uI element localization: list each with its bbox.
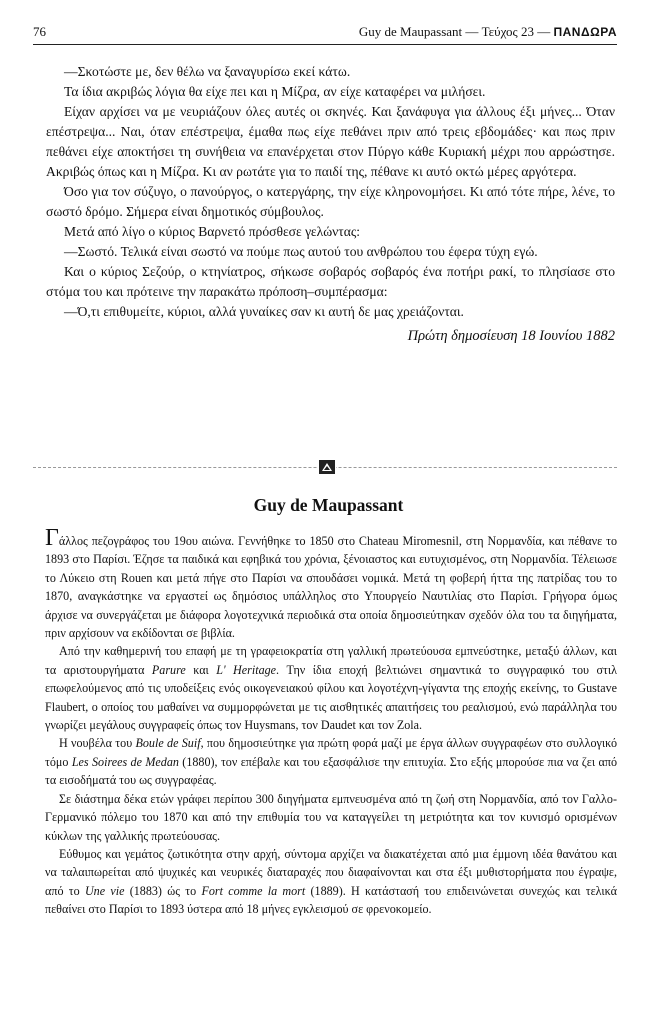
bio-paragraph: Σε διάστημα δέκα ετών γράφει περίπου 300 διηγήματα εμπνευσμένα από τη ζωή στη Νορμανδία, από τον Γαλλο-Γερμανικό πόλεμο του 1870 και από την επιθυμία του να καταγγείλει τη μετριότητα και τον κυνισμό ορισμένων κύκλων της γαλλικής πρωτεύουσας. [45, 791, 617, 843]
story-paragraph: Μετά από λίγο ο κύριος Βαρνετό πρόσθεσε γελώντας: [64, 224, 361, 239]
drop-cap: Γ [45, 525, 59, 551]
story-paragraph: Τα ίδια ακριβώς λόγια θα είχε πει και η Μίζρα, αν είχε καταφέρει να μιλήσει. [64, 84, 486, 99]
page-number: 76 [33, 24, 46, 39]
work-title: L' Heritage [216, 662, 277, 677]
book-ornament-icon [318, 459, 336, 475]
story-paragraph: Όσο για τον σύζυγο, ο πανούργος, ο κατεργάρης, την είχε κληρονομήσει. Κι από τότε πήρε, λένε, το σωστό δρόμο. Σήμερα είναι δημοτικός σύμβουλος. [46, 184, 615, 219]
magazine-brand: ΠΑΝΔΩΡΑ [553, 25, 617, 39]
work-title: Parure [151, 662, 186, 677]
author-biography [45, 525, 618, 919]
running-title-text: Guy de Maupassant — Τεύχος 23 — [358, 24, 551, 39]
story-paragraph: Και ο κύριος Σεζούρ, ο κτηνίατρος, σήκωσε σοβαρός σοβαρός ένα ποτήρι ρακί, το πλησίασε στο στόμα του και πρότεινε την παρακάτω πρόποση–συμπέρασμα: [46, 264, 615, 299]
story-paragraph: Είχαν αρχίσει να με νευριάζουν όλες αυτές οι σκηνές. Και ξανάφυγα για άλλους έξι μήνες... Όταν επέστρεψα... Ναι, όταν επέστρεψα, έμαθα πως είχε πεθάνει πριν από τρεις εβδομάδες· και πως πριν πεθάνει είχε αποκτήσει τη συνήθεια να επανέρχεται στον Πύργο κάθε Κυριακή μέχρι που αρρώστησε. Ακριβώς όπως και η Μίζρα. Κι αν ρωτάτε για το παιδί της, πέθανε κι αυτό οκτώ μέρες αργότερα. [46, 104, 615, 179]
work-title: Une vie [84, 883, 125, 898]
bio-paragraph: Η νουβέλα του Boule de Suif, που δημοσιεύτηκε για πρώτη φορά μαζί με έργα άλλων συγγραφέων στο συλλογικό τόμο Les Soirees de Medan (1880), τον επέβαλε και του εξασφάλισε την επιτυχία. Στο εξής μπορούσε πια να ζει από τα εισοδήματά του ως συγγραφέας. [45, 736, 617, 788]
running-title [359, 24, 617, 40]
bio-paragraph: Από την καθημερινή του επαφή με τη γραφειοκρατία στη γαλλική πρωτεύουσα εμπνεύστηκε, μεταξύ άλλων, και τα αριστουργήματα Parure και L' Heritage. Την ίδια εποχή βελτιώνει σημαντικά το συγγραφικό του στιλ επωφελούμενος από τις υποδείξεις ενός οικογενειακού φίλου και λογοτέχνη-γίγαντα της εποχής εκείνης, το Gustave Flaubert, ο οποίος του μαθαίνει να συμμορφώνεται με τις αισθητικές απαιτήσεις του ρεαλισμού, ενώ παράλληλα του γνωρίζει μεγάλους συγγραφείς όπως τον Huysmans, τον Daudet και τον Zola. [45, 644, 618, 733]
page-header [33, 22, 617, 45]
bio-paragraph: Εύθυμος και γεμάτος ζωτικότητα στην αρχή, σύντομα αρχίζει να διακατέχεται από μια έμμονη ιδέα θανάτου και να ταλαιπωρείται από ψυχικές και νευρικές διαταραχές που διαφαίνονται και στα έξι μυθιστορήματα που έγραψε, από το Une vie (1883) ώς το Fort comme la mort (1889). Η κατάστασή του επιδεινώνεται συνεχώς και τελικά πεθαίνει στο Παρίσι το 1893 ύστερα από 18 μήνες εγκλεισμού σε φρενοκομείο. [45, 846, 617, 917]
story-paragraph: —Ό,τι επιθυμείτε, κύριοι, αλλά γυναίκες σαν κι αυτή δε μας χρειάζονται. [64, 304, 464, 319]
bio-paragraph: Γάλλος πεζογράφος του 19ου αιώνα. Γεννήθηκε το 1850 στο Chateau Miromesnil, στη Νορμανδία, και πέθανε το 1893 στο Παρίσι. Έζησε τα παιδικά και εφηβικά του χρόνια, ξένοιαστος και ευτυχισμένος, στη Νορμανδία. Τέλειωσε το Λύκειο στη Rouen και μετά πήγε στο Παρίσι να σπουδάσει νομικά. Μετά τη φοβερή ήττα της πατρίδας του το 1870, αναγκάστηκε να εργαστεί ως δημόσιος υπάλληλος στο Υπουργείο Ναυτιλίας στο Παρίσι. Γρήγορα όμως άρχισε να συνεργάζεται με διάφορα λογοτεχνικά περιοδικά στα οποία δημοσιεύτηκαν σχεδόν όλα του τα διηγήματα, πριν αρχίσουν να εκδίδονται σε βιβλία. [45, 525, 617, 641]
story-text [46, 62, 615, 346]
story-paragraph: —Σωστό. Τελικά είναι σωστό να πούμε πως αυτού του ανθρώπου του έφερα τύχη εγώ. [64, 244, 538, 259]
work-title: Boule de Suif [135, 736, 201, 751]
work-title: Les Soirees de Medan [71, 754, 179, 769]
work-title: Fort comme la mort [201, 883, 306, 898]
publication-date: Πρώτη δημοσίευση 18 Ιουνίου 1882 [407, 328, 615, 344]
story-paragraph: —Σκοτώστε με, δεν θέλω να ξαναγυρίσω εκεί κάτω. [64, 64, 351, 79]
bio-title: Guy de Maupassant [253, 495, 404, 515]
